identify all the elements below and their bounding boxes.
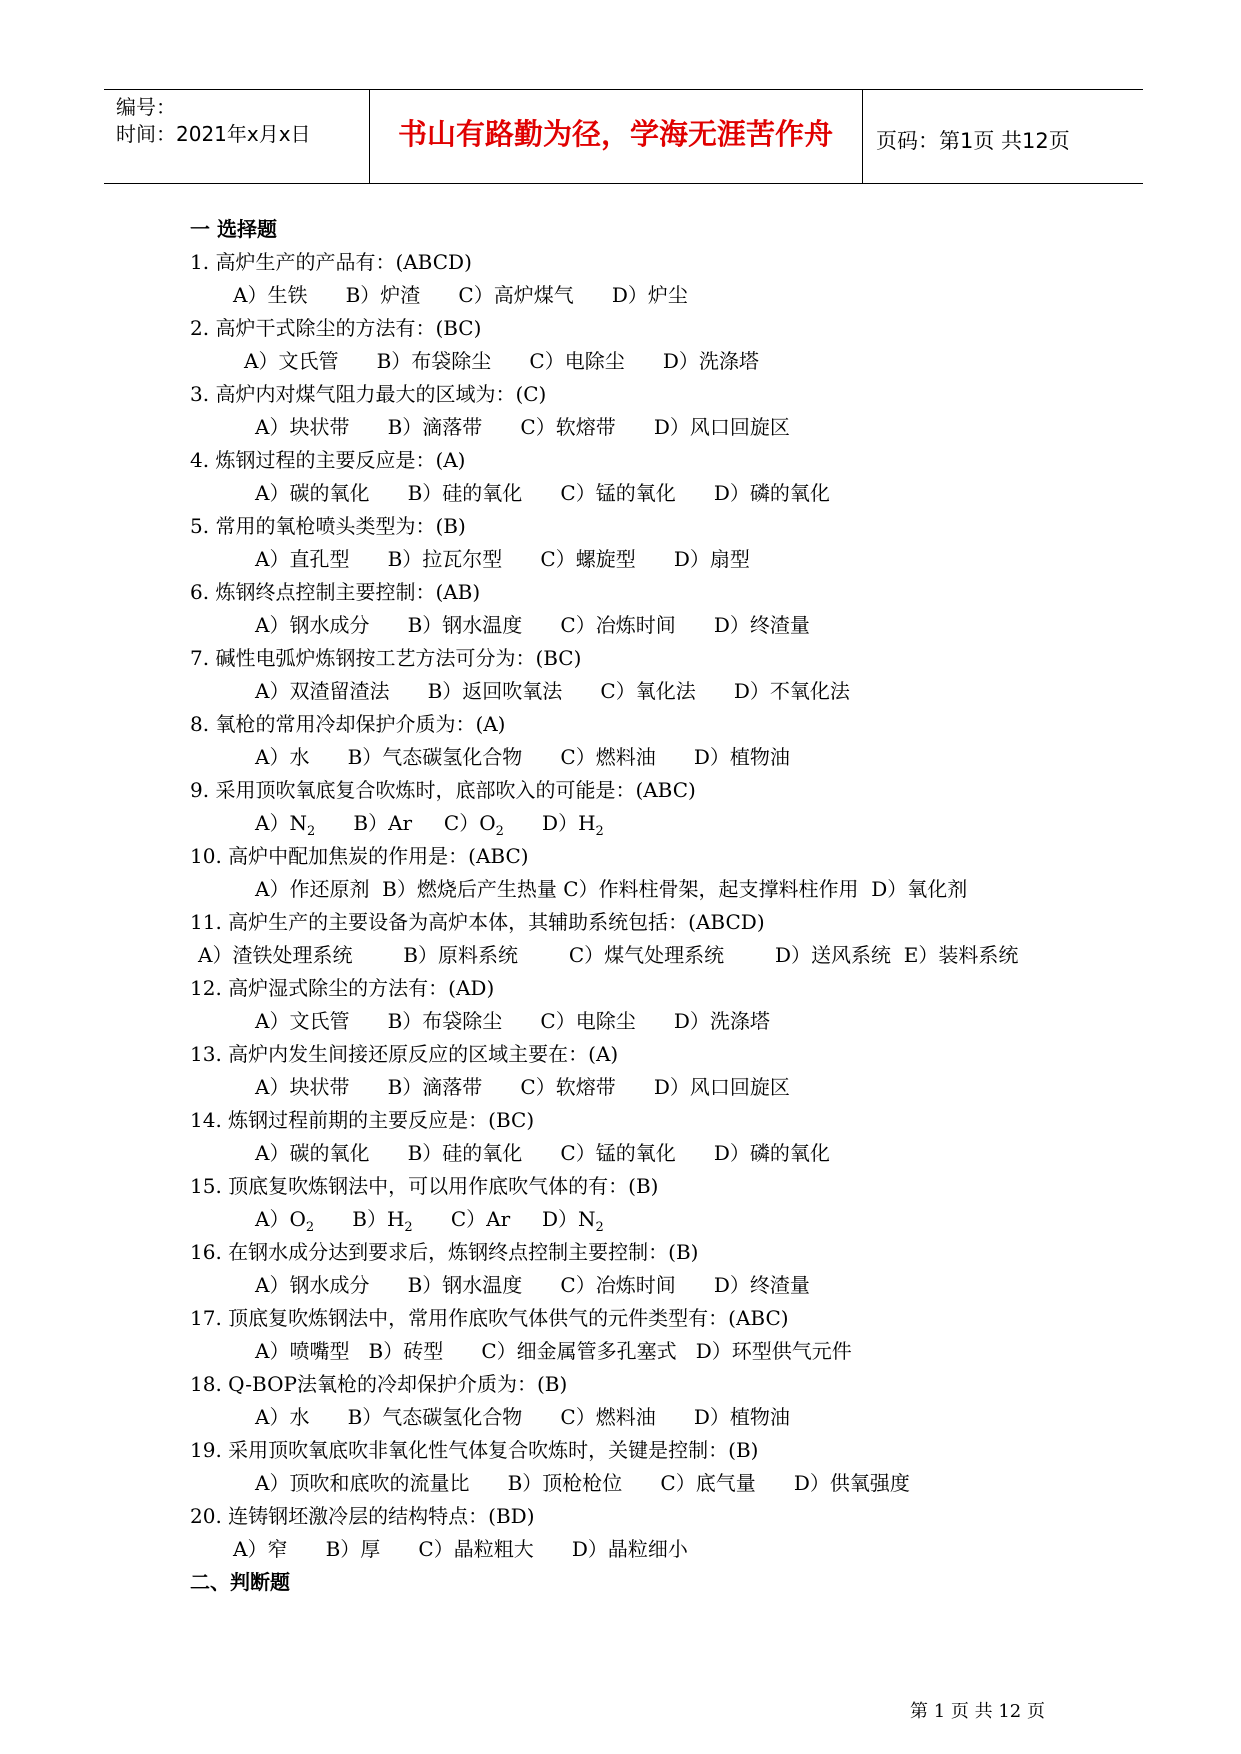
question-16: 16. 在钢水成分达到要求后，炼钢终点控制主要控制：(B)	[190, 1240, 699, 1264]
header-meta	[116, 94, 311, 148]
question-15: 15. 顶底复吹炼钢法中，可以用作底吹气体的有：(B)	[190, 1174, 659, 1198]
question-15-options	[190, 1203, 1110, 1236]
q9-option-b: B）Ar	[353, 811, 413, 835]
header-number-label: 编号：	[116, 95, 176, 119]
question-10-options: A）作还原剂 B）燃烧后产生热量 C）作料柱骨架，起支撑料柱作用 D）氧化剂	[255, 877, 968, 901]
question-1-options: A）生铁 B）炉渣 C）高炉煤气 D）炉尘	[233, 283, 688, 307]
question-4: 4. 炼钢过程的主要反应是：(A)	[190, 448, 466, 472]
question-11-options: A）渣铁处理系统 B）原料系统 C）煤气处理系统 D）送风系统 E）装料系统	[198, 943, 1019, 967]
question-5-options: A）直孔型 B）拉瓦尔型 C）螺旋型 D）扇型	[255, 547, 750, 571]
q9-option-d: D）H	[542, 811, 596, 835]
question-6: 6. 炼钢终点控制主要控制：(AB)	[190, 580, 481, 604]
question-10: 10. 高炉中配加焦炭的作用是：(ABC)	[190, 844, 529, 868]
question-9-options	[190, 807, 1110, 840]
question-3: 3. 高炉内对煤气阻力最大的区域为：(C)	[190, 382, 547, 406]
q9-option-d-sub: 2	[595, 824, 604, 839]
question-9: 9. 采用顶吹氧底复合吹炼时，底部吹入的可能是：(ABC)	[190, 778, 696, 802]
q15-option-d-sub: 2	[595, 1220, 604, 1235]
header-bottom-rule	[104, 183, 1143, 184]
question-19-options: A）顶吹和底吹的流量比 B）顶枪枪位 C）底气量 D）供氧强度	[255, 1471, 910, 1495]
question-17-options: A）喷嘴型 B）砖型 C）细金属管多孔塞式 D）环型供气元件	[255, 1339, 852, 1363]
question-19: 19. 采用顶吹氧底吹非氧化性气体复合吹炼时，关键是控制：(B)	[190, 1438, 759, 1462]
question-6-options: A）钢水成分 B）钢水温度 C）冶炼时间 D）终渣量	[255, 613, 810, 637]
question-14-options: A）碳的氧化 B）硅的氧化 C）锰的氧化 D）磷的氧化	[255, 1141, 830, 1165]
question-5: 5. 常用的氧枪喷头类型为：(B)	[190, 514, 466, 538]
question-18: 18. Q-BOP法氧枪的冷却保护介质为：(B)	[190, 1372, 568, 1396]
section-title-judgment: 二、判断题	[190, 1570, 290, 1594]
question-7-options: A）双渣留渣法 B）返回吹氧法 C）氧化法 D）不氧化法	[255, 679, 850, 703]
question-13-options: A）块状带 B）滴落带 C）软熔带 D）风口回旋区	[255, 1075, 790, 1099]
question-18-options: A）水 B）气态碳氢化合物 C）燃料油 D）植物油	[255, 1405, 790, 1429]
question-12: 12. 高炉湿式除尘的方法有：(AD)	[190, 976, 495, 1000]
header-top-rule	[104, 89, 1143, 90]
document-body	[190, 213, 1110, 1599]
question-12-options: A）文氏管 B）布袋除尘 C）电除尘 D）洗涤塔	[255, 1009, 770, 1033]
q9-option-a: A）N	[255, 811, 307, 835]
q15-option-a-sub: 2	[305, 1220, 315, 1235]
question-8-options: A）水 B）气态碳氢化合物 C）燃料油 D）植物油	[255, 745, 790, 769]
page-footer: 第 1 页 共 12 页	[910, 1701, 1045, 1722]
question-2: 2. 高炉干式除尘的方法有：(BC)	[190, 316, 482, 340]
q9-option-c-sub: 2	[495, 824, 504, 839]
q9-option-c: C）O	[443, 811, 496, 835]
section-title-choice: 一 选择题	[190, 217, 277, 241]
question-14: 14. 炼钢过程前期的主要反应是：(BC)	[190, 1108, 535, 1132]
question-20-options: A）窄 B）厚 C）晶粒粗大 D）晶粒细小	[233, 1537, 688, 1561]
question-11: 11. 高炉生产的主要设备为高炉本体，其辅助系统包括：(ABCD)	[190, 910, 765, 934]
question-3-options: A）块状带 B）滴落带 C）软熔带 D）风口回旋区	[255, 415, 790, 439]
question-16-options: A）钢水成分 B）钢水温度 C）冶炼时间 D）终渣量	[255, 1273, 810, 1297]
question-4-options: A）碳的氧化 B）硅的氧化 C）锰的氧化 D）磷的氧化	[255, 481, 830, 505]
q15-option-d: D）N	[541, 1207, 596, 1231]
question-1: 1. 高炉生产的产品有：(ABCD)	[190, 250, 472, 274]
question-2-options: A）文氏管 B）布袋除尘 C）电除尘 D）洗涤塔	[244, 349, 759, 373]
header-time-label: 时间：2021年x月x日	[116, 122, 311, 146]
q15-option-b-sub: 2	[404, 1220, 413, 1235]
header-page-info: 页码：第1页 共12页	[876, 129, 1070, 153]
question-17: 17. 顶底复吹炼钢法中，常用作底吹气体供气的元件类型有：(ABC)	[190, 1306, 789, 1330]
question-7: 7. 碱性电弧炉炼钢按工艺方法可分为：(BC)	[190, 646, 582, 670]
header-divider-right	[862, 89, 863, 183]
q15-option-c: C）Ar	[450, 1207, 511, 1231]
question-8: 8. 氧枪的常用冷却保护介质为：(A)	[190, 712, 506, 736]
header-motto: 书山有路勤为径，学海无涯苦作舟	[397, 117, 833, 151]
question-20: 20. 连铸钢坯激冷层的结构特点：(BD)	[190, 1504, 535, 1528]
q15-option-b: B）H	[352, 1207, 405, 1231]
q15-option-a: A）O	[255, 1207, 306, 1231]
q9-option-a-sub: 2	[306, 824, 316, 839]
question-13: 13. 高炉内发生间接还原反应的区域主要在：(A)	[190, 1042, 619, 1066]
